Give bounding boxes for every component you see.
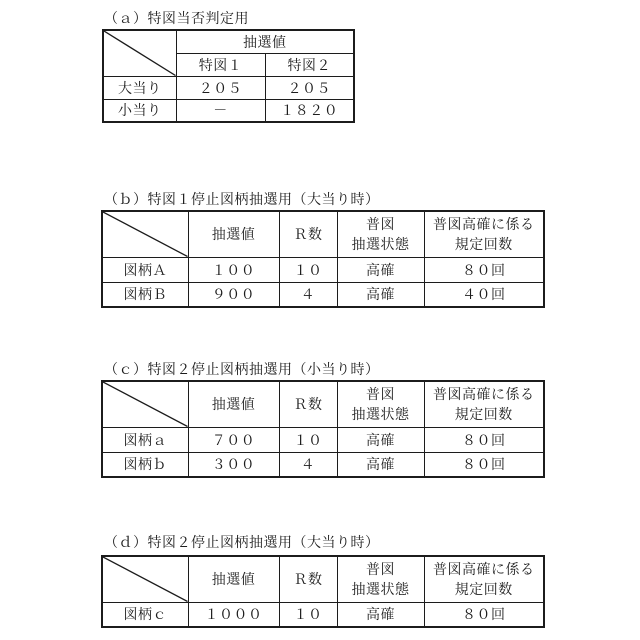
- value-cell: ２０５: [176, 76, 265, 99]
- value-cell: ７００: [188, 427, 279, 452]
- table-row: [102, 452, 544, 477]
- table-row: [103, 99, 354, 122]
- value-cell: 高確: [337, 452, 424, 477]
- table-tokuzu-judgment: [102, 29, 355, 123]
- header-lottery-value: 抽選値: [188, 556, 279, 602]
- value-cell: 高確: [337, 257, 424, 282]
- table-row: [102, 602, 544, 627]
- diagonal-cell: [102, 381, 188, 427]
- header-fuzu-state: 普図 抽選状態: [337, 381, 424, 427]
- diagonal-line-icon: [103, 212, 188, 257]
- row-label-koatari: 小当り: [103, 99, 176, 122]
- header-fuzu-kakutei-count: 普図高確に係る 規定回数: [424, 556, 544, 602]
- value-cell: 高確: [337, 427, 424, 452]
- value-cell: 高確: [337, 282, 424, 307]
- value-cell: ９００: [188, 282, 279, 307]
- header-lottery-value: 抽選値: [188, 211, 279, 257]
- table-row: [102, 427, 544, 452]
- row-label-ooatari: 大当り: [103, 76, 176, 99]
- header-lottery-value: 抽選値: [188, 381, 279, 427]
- table-row: [102, 282, 544, 307]
- header-r-count: Ｒ数: [279, 556, 337, 602]
- value-cell: ８０回: [424, 427, 544, 452]
- diagonal-line-icon: [103, 557, 188, 602]
- section-b-title: （ｂ）特図１停止図柄抽選用（大当り時）: [104, 191, 380, 207]
- value-cell: ８０回: [424, 602, 544, 627]
- value-cell: －: [176, 99, 265, 122]
- table-row: [102, 257, 544, 282]
- row-label-pattern-B: 図柄Ｂ: [102, 282, 188, 307]
- row-label-pattern-A: 図柄Ａ: [102, 257, 188, 282]
- value-cell: ２０５: [265, 76, 354, 99]
- value-cell: １０: [279, 257, 337, 282]
- value-cell: １８２０: [265, 99, 354, 122]
- section-c-title: （ｃ）特図２停止図柄抽選用（小当り時）: [104, 361, 380, 377]
- value-cell: １００: [188, 257, 279, 282]
- value-cell: ３００: [188, 452, 279, 477]
- header-r-count: Ｒ数: [279, 211, 337, 257]
- value-cell: ４: [279, 452, 337, 477]
- diagonal-line-icon: [103, 382, 188, 427]
- table-tokuzu2-stop-pattern-koatari: [101, 380, 545, 478]
- row-label-pattern-b: 図柄ｂ: [102, 452, 188, 477]
- table-tokuzu1-stop-pattern: [101, 210, 545, 308]
- value-cell: ８０回: [424, 257, 544, 282]
- section-d-title: （ｄ）特図２停止図柄抽選用（大当り時）: [104, 534, 380, 550]
- header-fuzu-kakutei-count: 普図高確に係る 規定回数: [424, 211, 544, 257]
- value-cell: １０: [279, 427, 337, 452]
- diagonal-line-icon: [104, 31, 176, 76]
- header-fuzu-state: 普図 抽選状態: [337, 556, 424, 602]
- diagonal-cell: [102, 556, 188, 602]
- value-cell: 高確: [337, 602, 424, 627]
- row-label-pattern-a: 図柄ａ: [102, 427, 188, 452]
- value-cell: １０: [279, 602, 337, 627]
- table-row: [103, 76, 354, 99]
- value-cell: ８０回: [424, 452, 544, 477]
- table-tokuzu2-stop-pattern-ooatari: [101, 555, 545, 628]
- section-a-title: （ａ）特図当否判定用: [104, 10, 249, 26]
- value-cell: ４: [279, 282, 337, 307]
- diagonal-cell: [103, 30, 176, 76]
- value-cell: １０００: [188, 602, 279, 627]
- row-label-pattern-c: 図柄ｃ: [102, 602, 188, 627]
- header-fuzu-kakutei-count: 普図高確に係る 規定回数: [424, 381, 544, 427]
- header-r-count: Ｒ数: [279, 381, 337, 427]
- header-lottery-value: 抽選値: [176, 30, 354, 53]
- header-tokuzu1: 特図１: [176, 53, 265, 76]
- diagonal-cell: [102, 211, 188, 257]
- value-cell: ４０回: [424, 282, 544, 307]
- header-tokuzu2: 特図２: [265, 53, 354, 76]
- header-fuzu-state: 普図 抽選状態: [337, 211, 424, 257]
